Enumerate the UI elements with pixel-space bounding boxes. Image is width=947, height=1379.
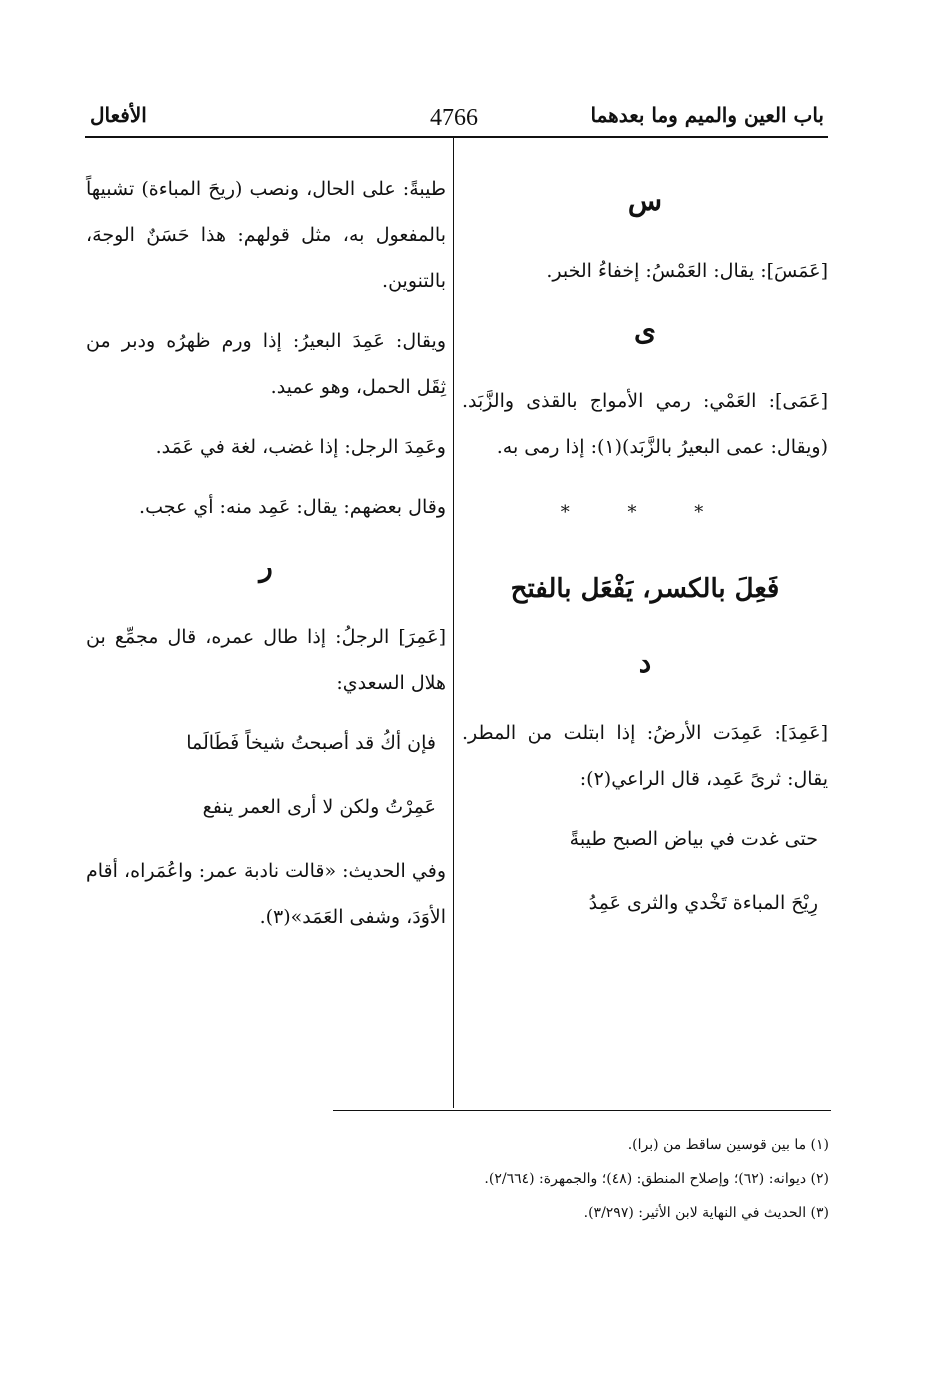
entry-amir: [عَمِرَ] الرجلُ: إذا طال عمره، قال مجمِّع بن هلال السعدي: <box>86 626 446 694</box>
header-rule <box>85 136 828 138</box>
verse-line-1: فإن أكُ قد أصبحتُ شيخاً فَطَالَما <box>186 732 436 754</box>
entry-amas: [عَمَسَ]: يقال: العَمْسُ: إخفاءُ الخبر. <box>546 260 828 282</box>
footnotes <box>329 1128 829 1230</box>
page-number: 4766 <box>430 105 478 131</box>
verse-line-2: رِيْحَ المباءة تَخْدي والثرى عَمِدُ <box>588 892 818 914</box>
entry-amid: [عَمِدَ]: عَمِدَت الأرضُ: إذا ابتلت من المطر. يقال: ثرىً عَمِد، قال الراعي(٢): <box>462 722 828 790</box>
running-header-section: الأفعال <box>90 103 147 127</box>
footnote-1: (١) ما بين قوسين ساقط من (برا). <box>627 1137 829 1153</box>
right-column <box>462 172 828 944</box>
column-divider <box>453 138 454 1108</box>
section-title: فَعِلَ بالكسر، يَفْعَل بالفتح <box>510 574 780 604</box>
paragraph-amida-rajul: وعَمِدَ الرجل: إذا غضب، لغة في عَمَد. <box>155 436 446 458</box>
hadith-paragraph: وفي الحديث: «قالت نادبة عمر: واعُمَراه، أقام الأوَدَ، وشفى العَمَد»(٣). <box>86 860 446 928</box>
letter-heading-d: د <box>638 646 652 679</box>
footnote-2: (٢) ديوانه: (٦٢)؛ وإصلاح المنطق: (٤٨)؛ والجمهرة: (٢/٦٦٤). <box>484 1171 829 1187</box>
paragraph-tayyibatan: طيبةً: على الحال، ونصب (ريحَ المباءة) تشبيهاً بالمفعول به، مثل قولهم: هذا حَسَنٌ الوجهَ، بالتنوين. <box>86 178 446 292</box>
letter-heading-s: س <box>627 184 663 217</box>
section-stars: * * * <box>560 502 730 523</box>
footnote-separator <box>333 1110 831 1111</box>
running-header-chapter: باب العين والميم وما بعدهما <box>590 103 824 127</box>
entry-ama: [عَمَى]: العَمْي: رمي الأمواج بالقذى والزَّبَد. (ويقال: عمى البعيرُ بالزَّبَد)(١): إذا رمى به. <box>462 390 828 458</box>
footnote-3: (٣) الحديث في النهاية لابن الأثير: (٣/٢٩٧). <box>583 1205 829 1221</box>
letter-heading-y: ى <box>634 314 656 347</box>
letter-heading-r: ر <box>259 550 273 583</box>
verse-line-2: عَمِرْتُ ولكن لا أرى العمر ينفع <box>202 796 436 818</box>
verse-line-1: حتى غدت في بياض الصبح طيبةً <box>569 828 818 850</box>
paragraph-amida-baeer: ويقال: عَمِدَ البعيرُ: إذا ورم ظهرُه ودبر من ثِقَل الحمل، وهو عميد. <box>86 330 446 398</box>
left-column <box>86 166 446 954</box>
paragraph-amida-ajab: وقال بعضهم: يقال: عَمِد منه: أي عجب. <box>139 496 446 518</box>
